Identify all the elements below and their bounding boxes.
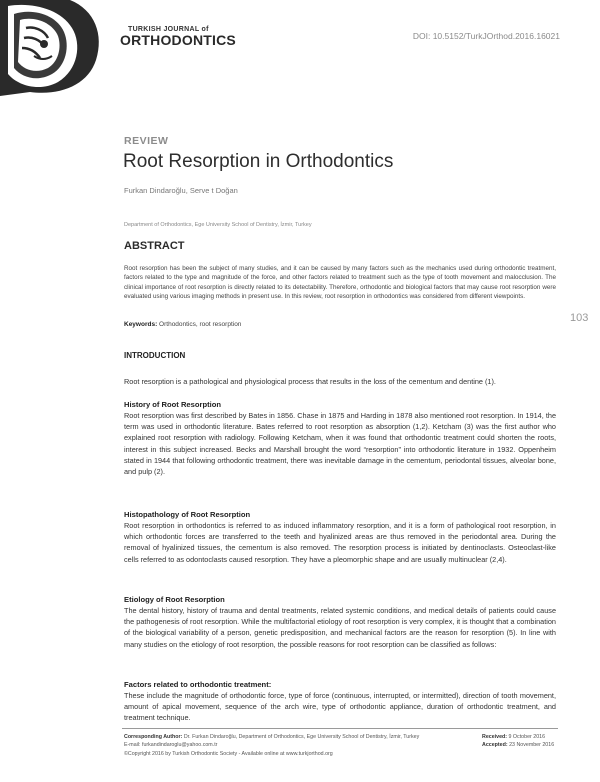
footer-divider bbox=[122, 728, 558, 729]
accepted-date bbox=[482, 742, 554, 748]
accepted-value: 23 November 2016 bbox=[509, 742, 555, 748]
email-label: E-mail: bbox=[124, 742, 141, 748]
page-number: 103 bbox=[570, 312, 589, 324]
article-title: Root Resorption in Orthodontics bbox=[123, 151, 394, 172]
received-date bbox=[482, 734, 545, 740]
received-label: Received: bbox=[482, 734, 508, 740]
factors-heading: Factors related to orthodontic treatment: bbox=[124, 680, 272, 689]
affiliation: Department of Orthodontics, Ege University School of Dentistry, İzmir, Turkey bbox=[124, 222, 312, 228]
abstract-body: Root resorption has been the subject of many studies, and it can be caused by many factors such as the mechanics used during orthodontic treatment, factors related to the type and magnitude of the force, and other factors related to treatment such as the type of tooth movement and malocclusion. The clinical importance of root resorption is directly related to its detectability. Therefore, orthodontic and biological factors that may cause root resorption were evaluated using various imaging methods in present use. In this review, root resorption in orthodontics was considered from different viewpoints. bbox=[124, 265, 556, 301]
journal-logo-icon bbox=[0, 0, 104, 96]
keywords bbox=[124, 321, 241, 328]
factors-body: These include the magnitude of orthodontic force, type of force (continuous, interrupted, or intermitted), direction of tooth movement, amount of apical movement, sequence of the arch wire, type of orthodontic appliance, duration of orthodontic treatment, and treatment technique. bbox=[124, 691, 556, 723]
accepted-label: Accepted: bbox=[482, 742, 508, 748]
author-list: Furkan Dindaroğlu, Serve t Doğan bbox=[124, 186, 238, 195]
etiology-heading: Etiology of Root Resorption bbox=[124, 595, 225, 604]
corresponding-author bbox=[124, 734, 419, 740]
keywords-list: Orthodontics, root resorption bbox=[159, 321, 242, 328]
journal-name-small: TURKISH JOURNAL of bbox=[128, 26, 209, 33]
email bbox=[124, 742, 217, 748]
email-link[interactable]: furkandindaroglu@yahoo.com.tr bbox=[141, 742, 218, 748]
etiology-body: The dental history, history of trauma and dental treatments, related systemic conditions, and medical details of patients could cause the pathogenesis of root resorption. While the multifactorial etiology of root resorption is very complex, it is thought that a combination of the biological variability of a person, genetic predisposition, and mechanical factors are the reason for resorption (5). In line with many studies on the etiology of root resorption, the possible reasons for root resorption can be classified as follows: bbox=[124, 606, 556, 649]
doi-label[interactable]: DOI: 10.5152/TurkJOrthod.2016.16021 bbox=[412, 31, 560, 41]
corresponding-label: Corresponding Author: bbox=[124, 734, 183, 740]
histopathology-body: Root resorption in orthodontics is referred to as induced inflammatory resorption, and it is a form of pathological root resorption, in which orthodontic forces are transferred to the teeth and hyalinized areas are thus removed in the periodontal area. During the removal of hyalinized tissues, the cementum is also removed. The resorption process is initiated by dentinoclasts. Osteoclast-like cells referred to as odontoclasts caused resorption. They have a pleomorphic shape and are usually multinuclear (2,4). bbox=[124, 521, 556, 564]
copyright: ©Copyright 2016 by Turkish Orthodontic Society - Available online at www.turkjorthod.org bbox=[124, 751, 333, 757]
history-heading: History of Root Resorption bbox=[124, 400, 222, 409]
keywords-label: Keywords: bbox=[124, 321, 158, 328]
introduction-heading: INTRODUCTION bbox=[124, 351, 186, 360]
journal-name: ORTHODONTICS bbox=[120, 32, 236, 48]
histopathology-heading: Histopathology of Root Resorption bbox=[124, 510, 251, 519]
section-label: REVIEW bbox=[124, 135, 169, 147]
history-body: Root resorption was first described by Bates in 1856. Chase in 1875 and Harding in 1878 also mentioned root resorption. In 1914, the term was used in orthodontic literature. Bates referred to root resorption as absorption (1,2). Ketcham (3) was the first author who explained root resorption with radiology. Following Ketcham, when it was found that orthodontic treatment could shorten the roots, interest in this subject increased. Becks and Marshall brought the word “resorption” into orthodontic literature in 1932. Oppenheim stated in 1944 that following orthodontic treatment, there was inevitable damage in the cementum, periodontal tissues, alveolar bone, and pulp (2). bbox=[124, 411, 556, 477]
corresponding-text: Dr. Furkan Dindaroğlu, Department of Orthodontics, Ege University School of Dentistry, İzmir, Turkey bbox=[183, 734, 420, 740]
abstract-heading: ABSTRACT bbox=[124, 240, 185, 252]
introduction-body: Root resorption is a pathological and physiological process that results in the loss of the cementum and dentine (1). bbox=[124, 377, 496, 386]
received-value: 9 October 2016 bbox=[508, 734, 546, 740]
